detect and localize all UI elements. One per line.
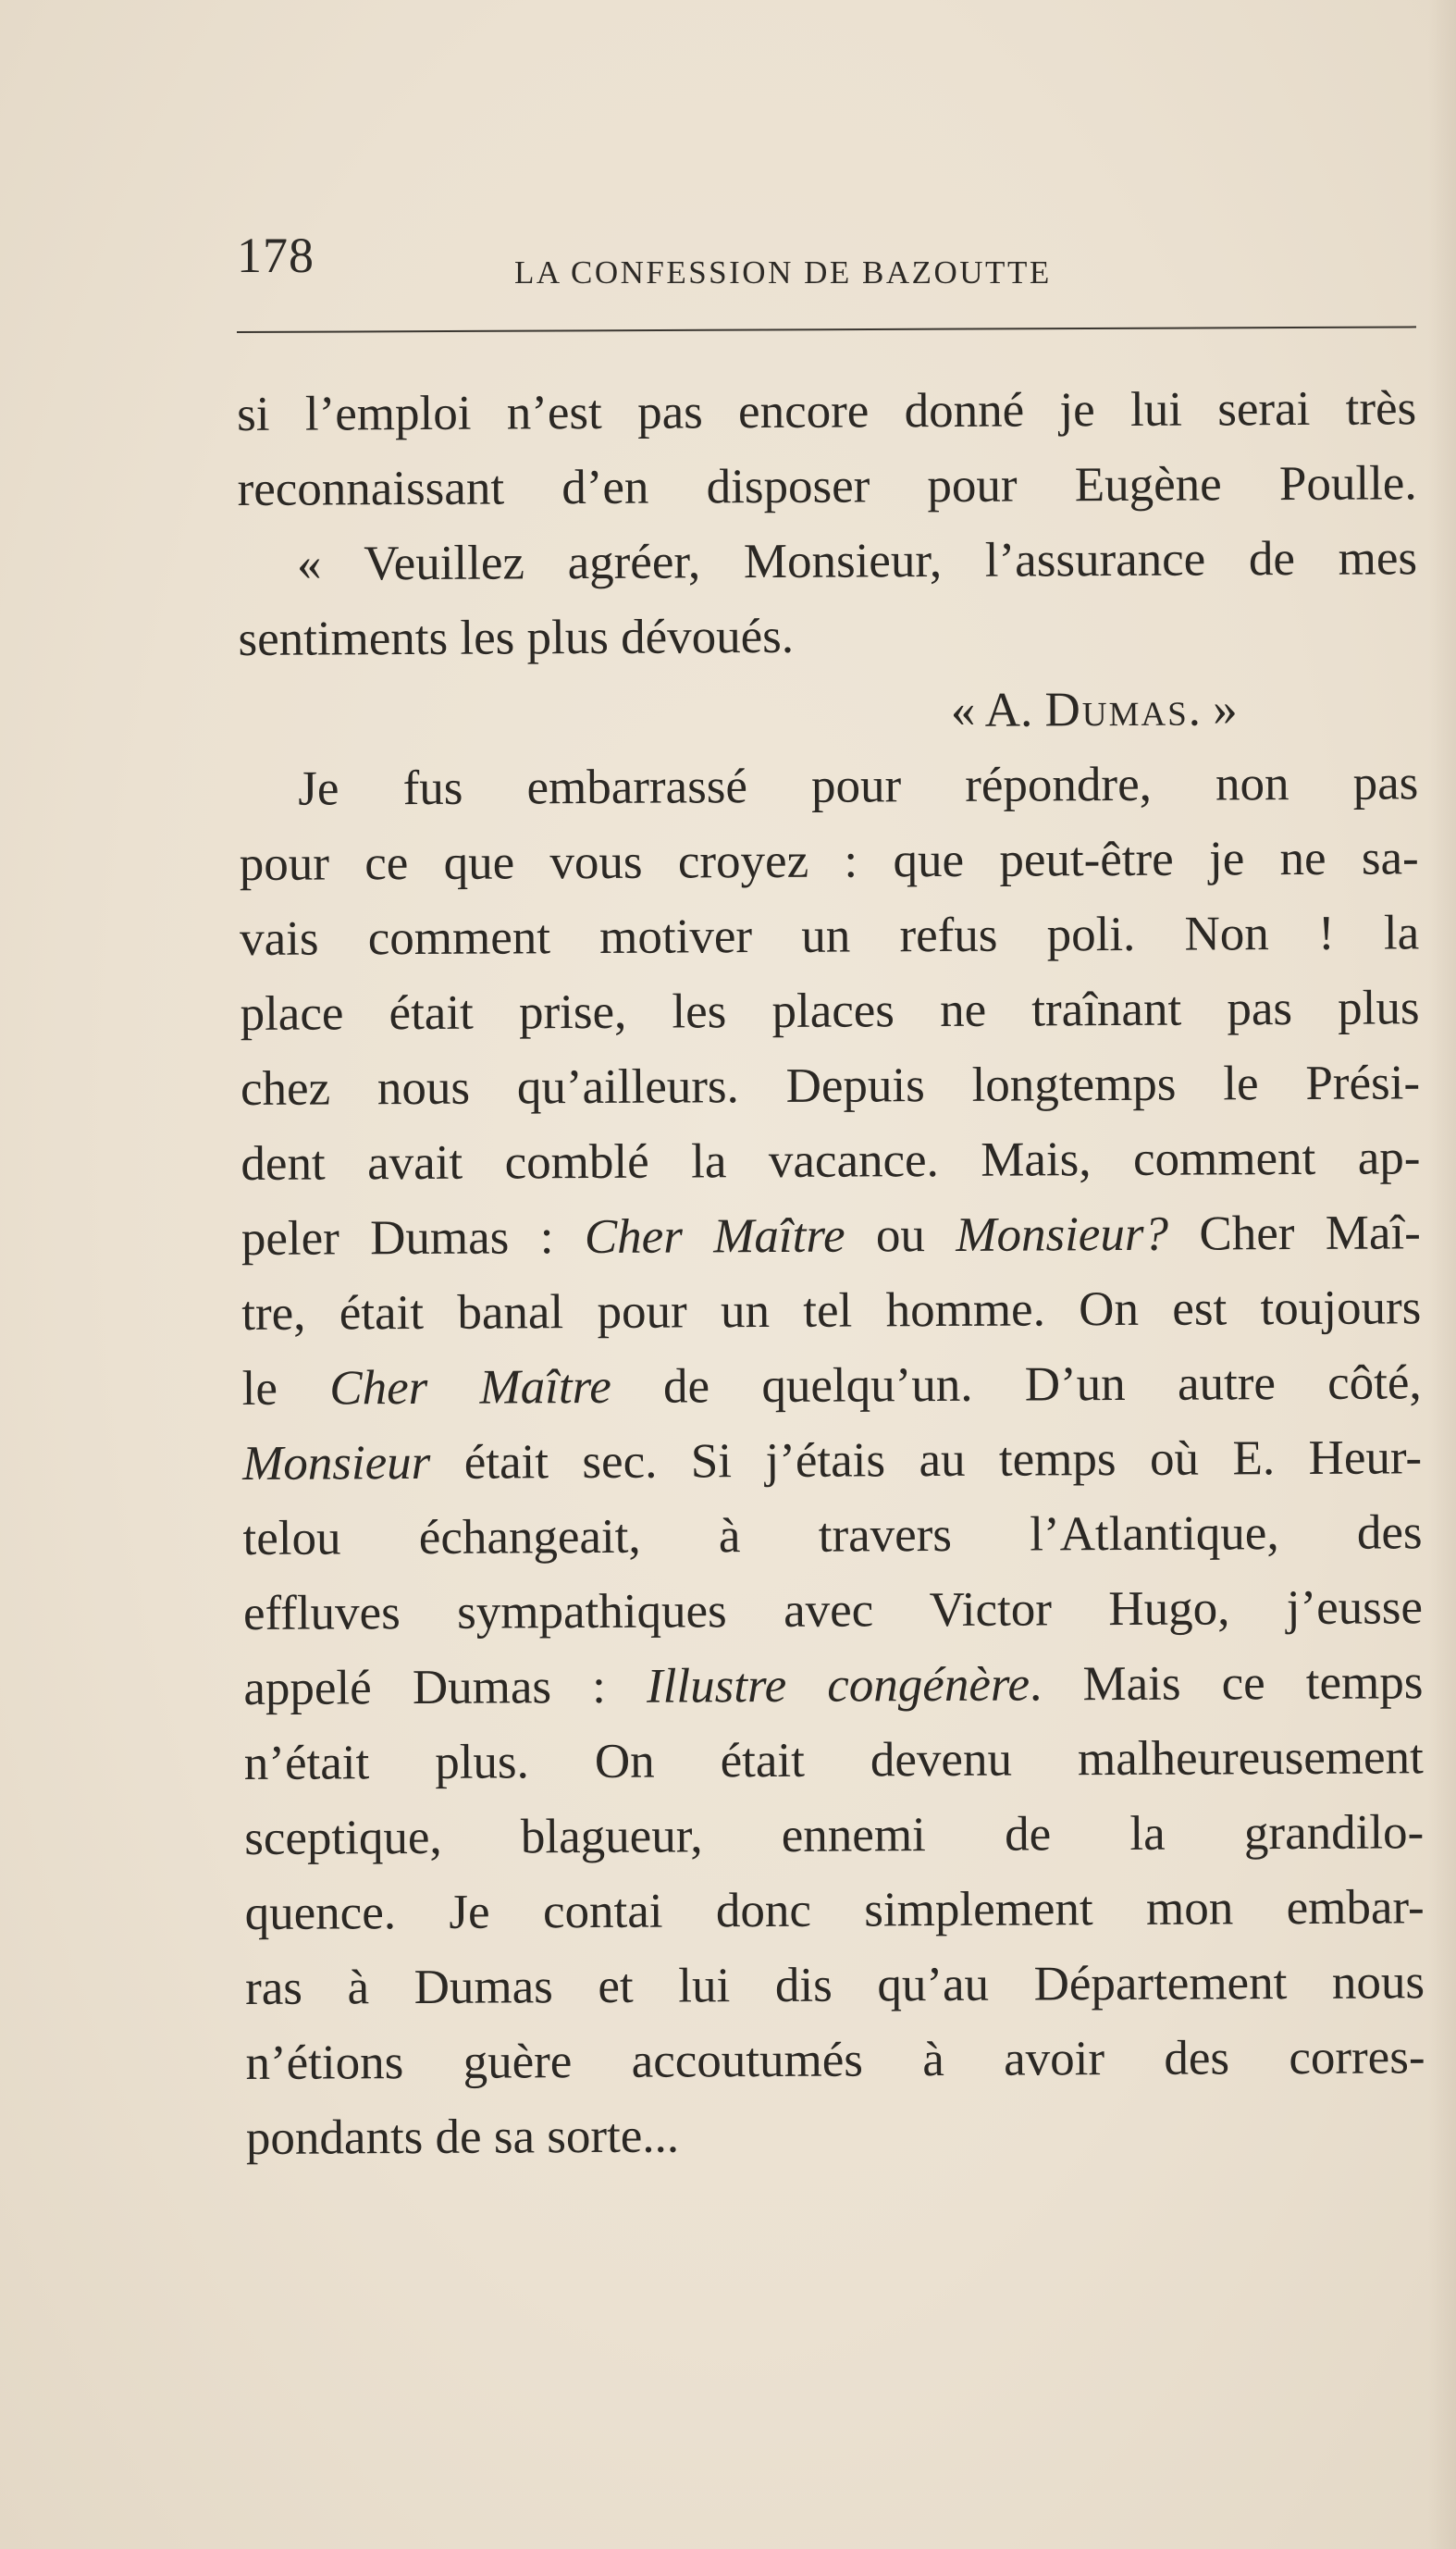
italic-phrase: Cher Maître	[329, 1359, 611, 1416]
body-text	[237, 371, 1425, 2176]
text-line	[246, 2095, 1425, 2176]
signature-name: Dumas	[1044, 682, 1189, 737]
text-segment: était sec. Si j’étais au temps où E. Heur-	[430, 1430, 1423, 1490]
text-segment: n’était plus. On était devenu malheureusement	[243, 1730, 1424, 1790]
text-line	[243, 1645, 1423, 1726]
text-segment: Cher Maî-	[1167, 1206, 1422, 1261]
running-title: LA CONFESSION DE BAZOUTTE	[514, 254, 1052, 291]
text-segment: reconnaissant d’en disposer pour Eugène Poulle.	[237, 456, 1417, 516]
text-segment: si l’emploi n’est pas encore donné je lui serai très	[237, 381, 1417, 441]
text-segment: . Mais ce temps	[1029, 1655, 1424, 1712]
text-line	[241, 1120, 1420, 1202]
text-line	[241, 1270, 1421, 1352]
text-segment: n’étions guère accoutumés à avoir des corres-	[245, 2030, 1425, 2090]
text-segment: . »	[1188, 682, 1238, 736]
text-segment: effluves sympathiques avec Victor Hugo, j’eusse	[242, 1580, 1424, 1640]
text-segment: sentiments les plus dévoués.	[238, 609, 795, 666]
text-segment: peler Dumas :	[241, 1210, 586, 1266]
text-segment: place était prise, les places ne traînant pas plus	[240, 981, 1420, 1041]
text-line	[240, 971, 1419, 1052]
text-segment: sceptique, blagueur, ennemi de la grandilo-	[244, 1805, 1425, 1865]
text-line	[237, 371, 1416, 452]
signature-line	[239, 671, 1418, 752]
italic-phrase: Monsieur?	[956, 1206, 1169, 1262]
text-segment: dent avait comblé la vacance. Mais, comment ap-	[241, 1131, 1421, 1191]
header-rule	[237, 326, 1416, 333]
text-line	[244, 1870, 1424, 1951]
italic-phrase: Cher Maître	[584, 1208, 845, 1265]
text-segment: « A.	[950, 683, 1045, 737]
text-segment: vais comment motiver un refus poli. Non ! la	[240, 906, 1420, 966]
page-edge-shadow	[1428, 0, 1456, 2549]
text-line	[245, 2020, 1425, 2101]
text-line	[243, 1570, 1423, 1652]
text-line	[237, 446, 1416, 527]
text-line	[244, 1720, 1424, 1801]
text-segment: « Veuillez agréer, Monsieur, l’assurance de mes	[296, 531, 1418, 591]
text-line	[241, 1195, 1421, 1277]
text-segment: pour ce que vous croyez : que peut-être je ne sa-	[239, 831, 1419, 891]
running-header	[237, 227, 1421, 301]
text-segment: quence. Je contai donc simplement mon embar-	[244, 1880, 1425, 1940]
text-line	[242, 1345, 1422, 1427]
text-segment: chez nous qu’ailleurs. Depuis longtemps le Prési-	[240, 1056, 1421, 1116]
text-line	[240, 821, 1419, 902]
text-line	[241, 1046, 1420, 1127]
text-segment: ou	[845, 1207, 956, 1263]
text-segment: appelé Dumas :	[243, 1659, 648, 1715]
text-segment: Je fus embarrassé pour répondre, non pas	[298, 756, 1419, 816]
text-segment: tre, était banal pour un tel homme. On est toujours	[241, 1281, 1422, 1341]
text-line	[242, 1495, 1422, 1577]
text-line	[242, 1420, 1422, 1502]
text-line	[245, 1945, 1425, 2026]
text-line	[244, 1795, 1424, 1876]
italic-phrase: Monsieur	[241, 1435, 431, 1491]
text-line	[238, 596, 1417, 677]
text-line	[239, 746, 1418, 827]
text-segment: telou échangeait, à travers l’Atlantique, des	[242, 1505, 1423, 1565]
text-segment: pondants de sa sorte...	[245, 2109, 680, 2165]
italic-phrase: Illustre congénère	[646, 1657, 1030, 1714]
text-segment: de quelqu’un. D’un autre côté,	[611, 1355, 1422, 1414]
page-number: 178	[237, 228, 315, 283]
text-line	[240, 896, 1419, 977]
text-segment: ras à Dumas et lui dis qu’au Département nous	[244, 1955, 1425, 2015]
text-segment: le	[241, 1361, 330, 1416]
text-line	[238, 521, 1417, 602]
